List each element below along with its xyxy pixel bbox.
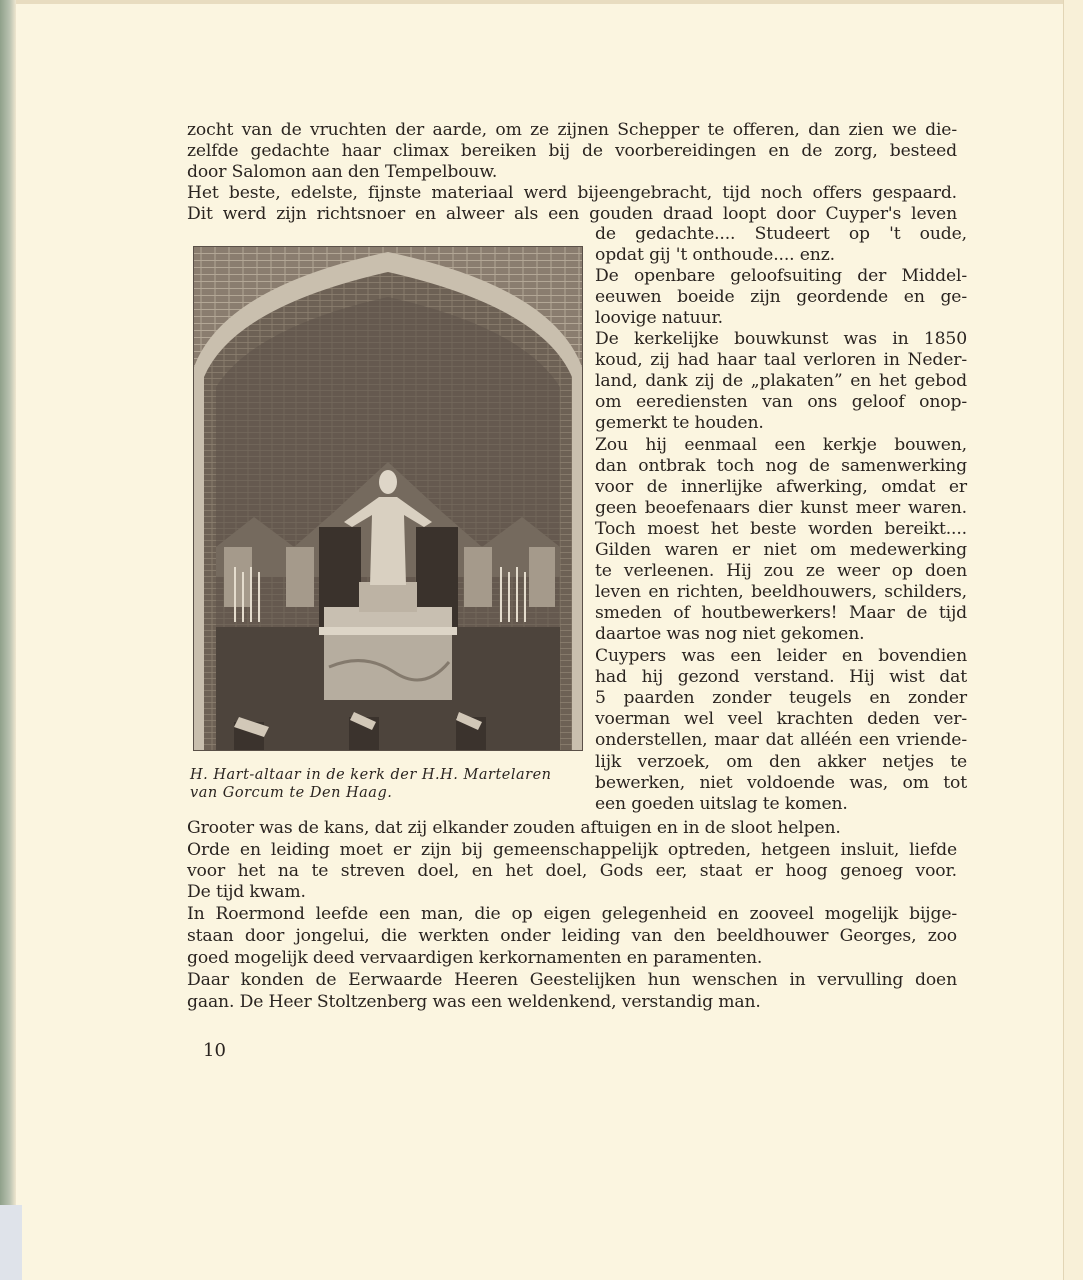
text-line: voor het na te streven doel, en het doel, Gods eer, staat er hoog genoeg voor.	[187, 861, 957, 881]
text-line: smeden of houtbewerkers! Maar de tijd	[595, 603, 967, 623]
church-altar-photo	[193, 246, 583, 751]
text-line: de gedachte.... Studeert op 't oude,	[595, 224, 967, 244]
text-line: leven en richten, beeldhouwers, schilders,	[595, 582, 967, 602]
text-line: loovige natuur.	[595, 308, 723, 328]
text-line: Cuypers was een leider en bovendien	[595, 646, 967, 666]
text-line: dan ontbrak toch nog de samenwerking	[595, 456, 967, 476]
text-line: De tijd kwam.	[187, 882, 306, 902]
text-line: De kerkelijke bouwkunst was in 1850	[595, 329, 967, 349]
text-line: Orde en leiding moet er zijn bij gemeenschappelijk optreden, hetgeen insluit, liefde	[187, 840, 957, 860]
text-line: een goeden uitslag te komen.	[595, 794, 848, 814]
text-line: lijk verzoek, om den akker netjes te	[595, 752, 967, 772]
text-line: 5 paarden zonder teugels en zonder	[595, 688, 967, 708]
text-line: In Roermond leefde een man, die op eigen gelegenheid en zooveel mogelijk bijge-	[187, 904, 957, 924]
text-line: bewerken, niet voldoende was, om tot	[595, 773, 967, 793]
text-line: voerman wel veel krachten deden ver-	[595, 709, 967, 729]
text-line: te verleenen. Hij zou ze weer op doen	[595, 561, 967, 581]
text-line: had hij gezond verstand. Hij wist dat	[595, 667, 967, 687]
text-line: Dit werd zijn richtsnoer en alweer als een gouden draad loopt door Cuyper's leven	[187, 204, 957, 224]
text-line: staan door jongelui, die werkten onder leiding van den beeldhouwer Georges, zoo	[187, 926, 957, 946]
text-line: onderstellen, maar dat alléén een vriende-	[595, 730, 967, 750]
page-number: 10	[203, 1040, 226, 1061]
text-line: koud, zij had haar taal verloren in Neder-	[595, 350, 967, 370]
text-line: land, dank zij de „plakaten” en het gebod	[595, 371, 967, 391]
text-line: voor de innerlijke afwerking, omdat er	[595, 477, 967, 497]
text-line: gemerkt te houden.	[595, 413, 764, 433]
text-line: Toch moest het beste worden bereikt....	[595, 519, 967, 539]
text-line: Zou hij eenmaal een kerkje bouwen,	[595, 435, 967, 455]
text-line: zocht van de vruchten der aarde, om ze zijnen Schepper te offeren, dan zien we die-	[187, 120, 957, 140]
text-line: goed mogelijk deed vervaardigen kerkornamenten en paramenten.	[187, 948, 763, 968]
caption-line: H. Hart-altaar in de kerk der H.H. Martelaren	[190, 767, 552, 783]
altar-illustration	[194, 247, 582, 750]
book-binding-edge-bottom	[0, 1205, 22, 1280]
text-line: Het beste, edelste, fijnste materiaal werd bijeengebracht, tijd noch offers gespaard.	[187, 183, 957, 203]
caption-line: van Gorcum te Den Haag.	[190, 785, 393, 801]
text-line: De openbare geloofsuiting der Middel-	[595, 266, 967, 286]
text-line: eeuwen boeide zijn geordende en ge-	[595, 287, 967, 307]
text-line: door Salomon aan den Tempelbouw.	[187, 162, 498, 182]
text-line: Grooter was de kans, dat zij elkander zouden aftuigen en in de sloot helpen.	[187, 818, 841, 838]
text-line: opdat gij 't onthoude.... enz.	[595, 245, 835, 265]
book-binding-edge	[0, 0, 16, 1280]
text-line: Gilden waren er niet om medewerking	[595, 540, 967, 560]
page-top-edge	[0, 0, 1083, 4]
text-line: daartoe was nog niet gekomen.	[595, 624, 865, 644]
page-edge-right	[1064, 0, 1083, 1280]
text-line: zelfde gedachte haar climax bereiken bij de voorbereidingen en de zorg, besteed	[187, 141, 957, 161]
text-line: gaan. De Heer Stoltzenberg was een weldenkend, verstandig man.	[187, 992, 761, 1012]
text-line: Daar konden de Eerwaarde Heeren Geestelijken hun wenschen in vervulling doen	[187, 970, 957, 990]
text-line: om eerediensten van ons geloof onop-	[595, 392, 967, 412]
text-line: geen beoefenaars dier kunst meer waren.	[595, 498, 967, 518]
